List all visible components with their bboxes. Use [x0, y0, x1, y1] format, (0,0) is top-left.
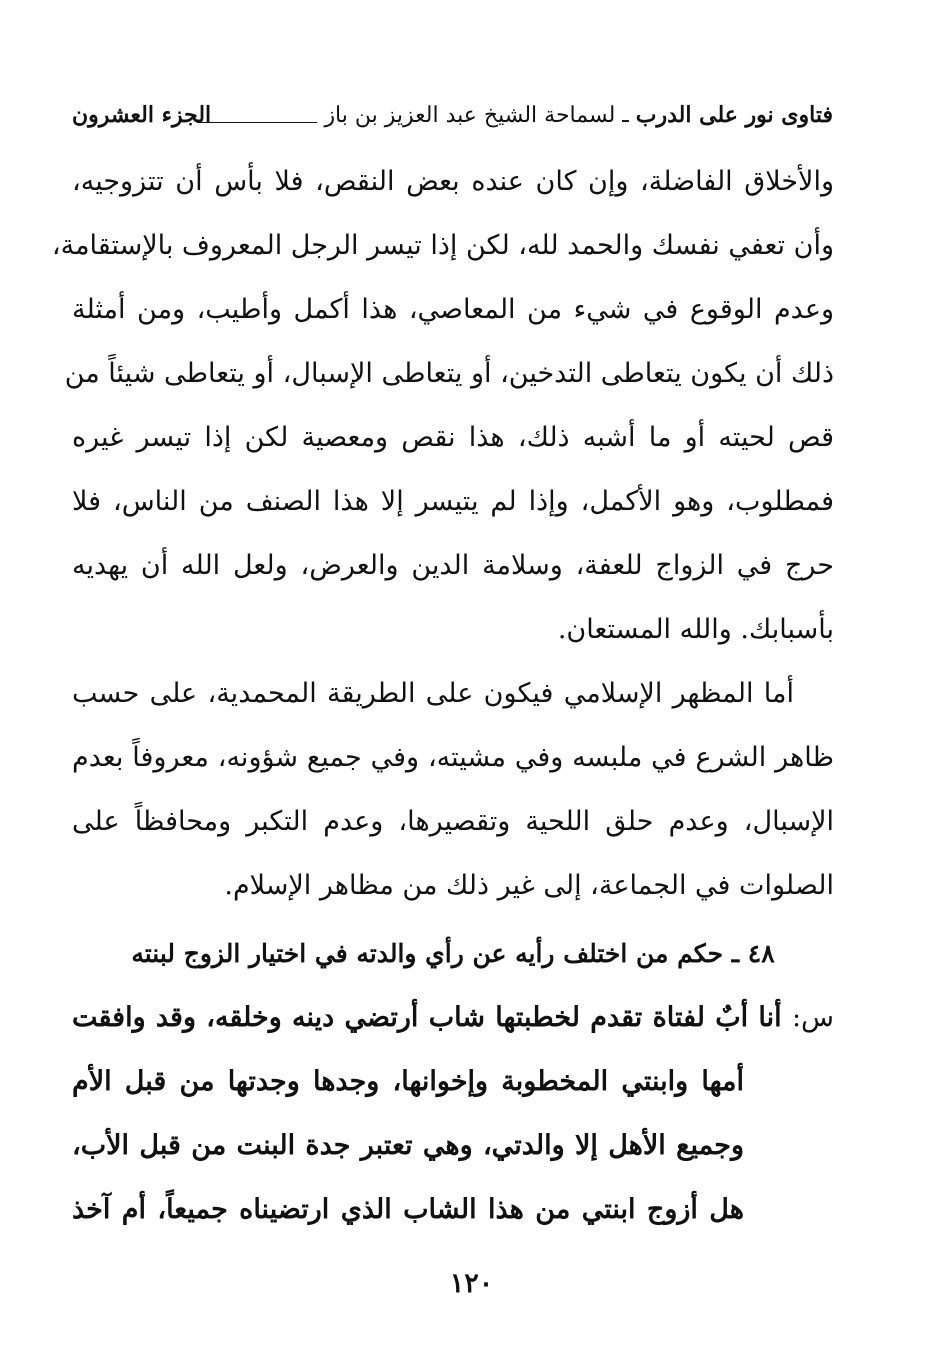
text-line: حرج في الزواج للعفة، وسلامة الدين والعرض، ولعل الله أن يهديه [72, 550, 834, 581]
body-text [51, 150, 834, 1242]
text-line: ذلك أن يكون يتعاطى التدخين، أو يتعاطى الإسبال، أو يتعاطى شيئاً من [64, 358, 834, 389]
header-separator: ـ [622, 103, 629, 128]
text-line: هل أزوج ابنتي من هذا الشاب الذي ارتضيناه جميعاً، أم آخذ [72, 1194, 744, 1225]
paragraph-1 [51, 150, 834, 662]
running-header [72, 96, 833, 136]
header-author: لسماحة الشيخ عبد العزيز بن باز [324, 103, 616, 128]
section-heading: ٤٨ ـ حكم من اختلف رأيه عن رأي والدته في اختيار الزوج لبنته [131, 939, 775, 968]
text-line: ظاهر الشرع في ملبسه وفي مشيته، وفي جميع شؤونه، معروفاً بعدم [72, 742, 834, 773]
text-line: الصلوات في الجماعة، إلى غير ذلك من مظاهر الإسلام. [224, 870, 834, 901]
page-number: ١٢٠ [449, 1268, 494, 1299]
text-line: وجميع الأهل إلا والدتي، وهي تعتبر جدة البنت من قبل الأب، [72, 1130, 744, 1161]
text-line: فمطلوب، وهو الأكمل، وإذا لم يتيسر إلا هذا الصنف من الناس، فلا [72, 486, 834, 517]
text-line: وأن تعفي نفسك والحمد لله، لكن إذا تيسر الرجل المعروف بالإستقامة، [51, 230, 834, 261]
header-volume: الجزء العشرون [72, 102, 212, 128]
header-book-info [324, 102, 833, 128]
header-book-title: فتاوى نور على الدرب [635, 102, 833, 128]
question-text: أنا أبٌ لفتاة تقدم لخطبتها شاب أرتضي دينه وخلقه، وقد وافقت [72, 1002, 782, 1033]
header-rule [197, 122, 317, 123]
text-line: بأسبابك. والله المستعان. [557, 614, 834, 645]
paragraph-2 [72, 662, 834, 918]
text-line: أما المظهر الإسلامي فيكون على الطريقة المحمدية، على حسب [72, 678, 794, 709]
question-block [72, 986, 834, 1242]
text-line: والأخلاق الفاضلة، وإن كان عنده بعض النقص، فلا بأس أن تتزوجيه، [72, 166, 834, 197]
question-first-line [72, 986, 834, 1050]
question-label: س: [791, 1002, 834, 1033]
text-line: الإسبال، وعدم حلق اللحية وتقصيرها، وعدم التكبر ومحافظاً على [72, 806, 834, 837]
text-line: وعدم الوقوع في شيء من المعاصي، هذا أكمل وأطيب، ومن أمثلة [72, 294, 834, 325]
text-line: قص لحيته أو ما أشبه ذلك، هذا نقص ومعصية لكن إذا تيسر غيره [72, 422, 834, 453]
text-line: أمها وابنتي المخطوبة وإخوانها، وجدها وجدتها من قبل الأم [72, 1066, 744, 1097]
